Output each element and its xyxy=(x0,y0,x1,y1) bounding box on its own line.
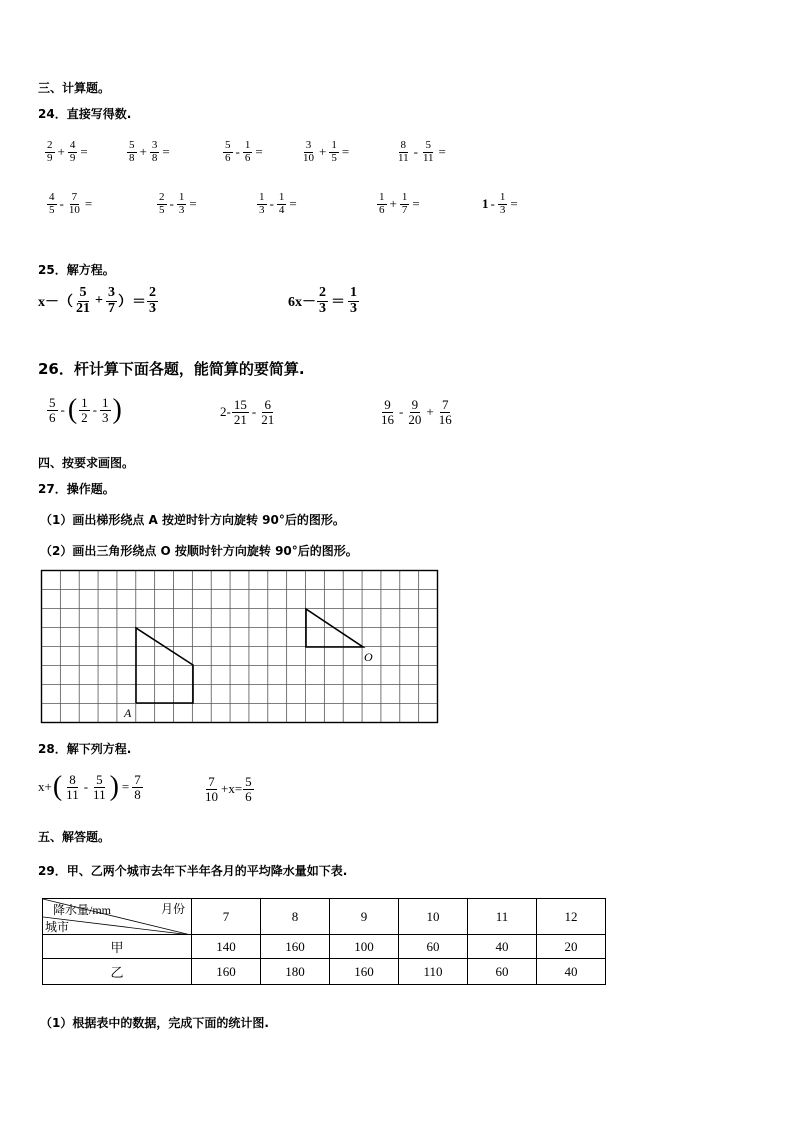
fraction: $\frac{8}{11}$ xyxy=(66,772,79,802)
header-rain-label: 降水量/mm xyxy=(53,903,112,917)
fraction: $\frac{1}{7}$ xyxy=(401,191,408,216)
month-cell: 7 xyxy=(192,899,261,935)
section-3-heading: 三、计算题。 xyxy=(38,81,111,95)
q24-row2-item: $\frac{1}{6}$ + $\frac{1}{7}$ = xyxy=(379,191,420,216)
value-cell: 60 xyxy=(468,959,537,985)
city-cell: 乙 xyxy=(43,959,192,985)
fraction: $\frac{15}{21}$ xyxy=(233,397,247,427)
q25-eq1-close: ）＝ xyxy=(117,295,146,311)
q25-equation-2: 6x－ $\frac{2}{3}$ ＝ $\frac{1}{3}$ xyxy=(288,285,357,316)
value-cell: 40 xyxy=(468,935,537,959)
table-row xyxy=(43,935,606,959)
fraction: $\frac{1}{3}$ xyxy=(499,191,506,216)
q26-expression-2: 2- $\frac{15}{21}$ - $\frac{6}{21}$ xyxy=(220,397,275,427)
fraction: $\frac{1}{2}$ xyxy=(81,395,88,425)
fraction: $\frac{7}{10}$ xyxy=(205,774,218,804)
fraction: $\frac{3}{7}$ xyxy=(107,285,115,316)
q26-expression-1: $\frac{5}{6}$ - ( $\frac{1}{2}$ - $\frac{1}{3}$ ) xyxy=(49,394,122,426)
q24-row1-item: $\frac{5}{8}$ + $\frac{3}{8}$ = xyxy=(129,139,170,164)
header-city-label: 城市 xyxy=(45,920,70,934)
value-cell: 140 xyxy=(192,935,261,959)
fraction: $\frac{7}{8}$ xyxy=(134,772,141,802)
value-cell: 40 xyxy=(537,959,606,985)
month-cell: 11 xyxy=(468,899,537,935)
q27-part-1: （1）画出梯形绕点 A 按逆时针方向旋转 90°后的图形。 xyxy=(40,513,345,527)
value-cell: 160 xyxy=(330,959,399,985)
q24-row1-item: $\frac{8}{11}$ - $\frac{5}{11}$ = xyxy=(398,139,446,164)
value-cell: 160 xyxy=(192,959,261,985)
fraction: $\frac{5}{6}$ xyxy=(245,774,252,804)
q27-title: 27．操作题。 xyxy=(38,482,115,496)
fraction: $\frac{1}{3}$ xyxy=(259,191,265,216)
fraction: $\frac{5}{11}$ xyxy=(93,772,106,802)
fraction: $\frac{7}{10}$ xyxy=(68,191,80,216)
q28-equation-2: $\frac{7}{10}$ +x= $\frac{5}{6}$ xyxy=(205,774,252,804)
q28-title: 28．解下列方程. xyxy=(38,742,132,756)
fraction: $\frac{9}{16}$ xyxy=(381,397,394,427)
fraction: $\frac{2}{5}$ xyxy=(159,191,165,216)
fraction: $\frac{1}{3}$ xyxy=(350,285,357,316)
section-5-heading: 五、解答题。 xyxy=(38,830,111,844)
right-paren: ) xyxy=(109,771,119,803)
q24-row2-item: $\frac{1}{3}$ - $\frac{1}{4}$ = xyxy=(259,191,297,216)
fraction: $\frac{1}{4}$ xyxy=(278,191,285,216)
fraction: $\frac{7}{16}$ xyxy=(438,397,452,427)
triangle-shape xyxy=(306,609,363,647)
value-cell: 110 xyxy=(399,959,468,985)
q25-equation-1: x－（ $\frac{5}{21}$ + $\frac{3}{7}$ ）＝ $\frac{2}{3}$ xyxy=(38,285,156,316)
value-cell: 180 xyxy=(261,959,330,985)
fraction: $\frac{2}{3}$ xyxy=(148,285,156,316)
point-a-label: A xyxy=(124,706,132,720)
fraction: $\frac{1}{3}$ xyxy=(102,395,109,425)
fraction: $\frac{9}{20}$ xyxy=(408,397,422,427)
q25-eq1-lead: x－（ xyxy=(38,295,73,311)
fraction: $\frac{2}{9}$ xyxy=(47,139,53,164)
grid-figure xyxy=(40,569,440,725)
fraction: $\frac{6}{21}$ xyxy=(261,397,275,427)
q24-row1-item: $\frac{3}{10}$ + $\frac{1}{5}$ = xyxy=(303,139,350,164)
q26-title: 26．杆计算下面各题，能简算的要简算. xyxy=(38,360,305,378)
fraction: $\frac{5}{6}$ xyxy=(49,395,56,425)
fraction: $\frac{8}{11}$ xyxy=(398,139,409,164)
q25-title: 25．解方程。 xyxy=(38,263,115,277)
fraction: $\frac{4}{5}$ xyxy=(49,191,55,216)
fraction: $\frac{5}{8}$ xyxy=(129,139,135,164)
fraction: $\frac{1}{6}$ xyxy=(244,139,251,164)
header-month-label: 月份 xyxy=(160,902,185,916)
table-row xyxy=(43,959,606,985)
q29-title: 29．甲、乙两个城市去年下半年各月的平均降水量如下表. xyxy=(38,864,348,878)
fraction: $\frac{4}{9}$ xyxy=(69,139,76,164)
q28-equation-1: x+ ( $\frac{8}{11}$ - $\frac{5}{11}$ ) = $\frac{7}{8}$ xyxy=(38,771,141,803)
month-cell: 9 xyxy=(330,899,399,935)
q24-title: 24．直接写得数. xyxy=(38,107,132,121)
fraction: $\frac{1}{3}$ xyxy=(178,191,185,216)
q24-row1-item: $\frac{2}{9}$ + $\frac{4}{9}$ = xyxy=(47,139,88,164)
month-cell: 8 xyxy=(261,899,330,935)
table-header-corner xyxy=(43,899,192,935)
value-cell: 100 xyxy=(330,935,399,959)
fraction: $\frac{2}{3}$ xyxy=(319,285,326,316)
q24-row2-item: 1 - $\frac{1}{3}$ = xyxy=(482,191,518,216)
left-paren: ( xyxy=(52,771,63,803)
q26-expression-3: $\frac{9}{16}$ - $\frac{9}{20}$ + $\frac{7}{16}$ xyxy=(381,397,452,427)
left-paren: ( xyxy=(67,394,78,426)
point-o-label: O xyxy=(364,650,373,664)
q24-row2-item: $\frac{4}{5}$ - $\frac{7}{10}$ = xyxy=(49,191,93,216)
fraction: $\frac{5}{21}$ xyxy=(76,285,90,316)
q29-sub-1: （1）根据表中的数据，完成下面的统计图. xyxy=(40,1016,269,1030)
month-cell: 12 xyxy=(537,899,606,935)
month-cell: 10 xyxy=(399,899,468,935)
value-cell: 160 xyxy=(261,935,330,959)
q24-row1-item: $\frac{5}{6}$ - $\frac{1}{6}$ = xyxy=(225,139,263,164)
right-paren: ) xyxy=(112,394,122,426)
rainfall-table xyxy=(42,898,606,985)
fraction: $\frac{1}{5}$ xyxy=(331,139,337,164)
fraction: $\frac{3}{8}$ xyxy=(151,139,158,164)
value-cell: 20 xyxy=(537,935,606,959)
section-4-heading: 四、按要求画图。 xyxy=(38,456,135,470)
fraction: $\frac{5}{6}$ xyxy=(225,139,231,164)
fraction: $\frac{3}{10}$ xyxy=(303,139,314,164)
q24-row2-item: $\frac{2}{5}$ - $\frac{1}{3}$ = xyxy=(159,191,197,216)
grid-lines xyxy=(42,571,438,723)
fraction: $\frac{1}{6}$ xyxy=(379,191,385,216)
q27-part-2: （2）画出三角形绕点 O 按顺时针方向旋转 90°后的图形。 xyxy=(40,544,358,558)
city-cell: 甲 xyxy=(43,935,192,959)
fraction: $\frac{5}{11}$ xyxy=(422,139,434,164)
value-cell: 60 xyxy=(399,935,468,959)
